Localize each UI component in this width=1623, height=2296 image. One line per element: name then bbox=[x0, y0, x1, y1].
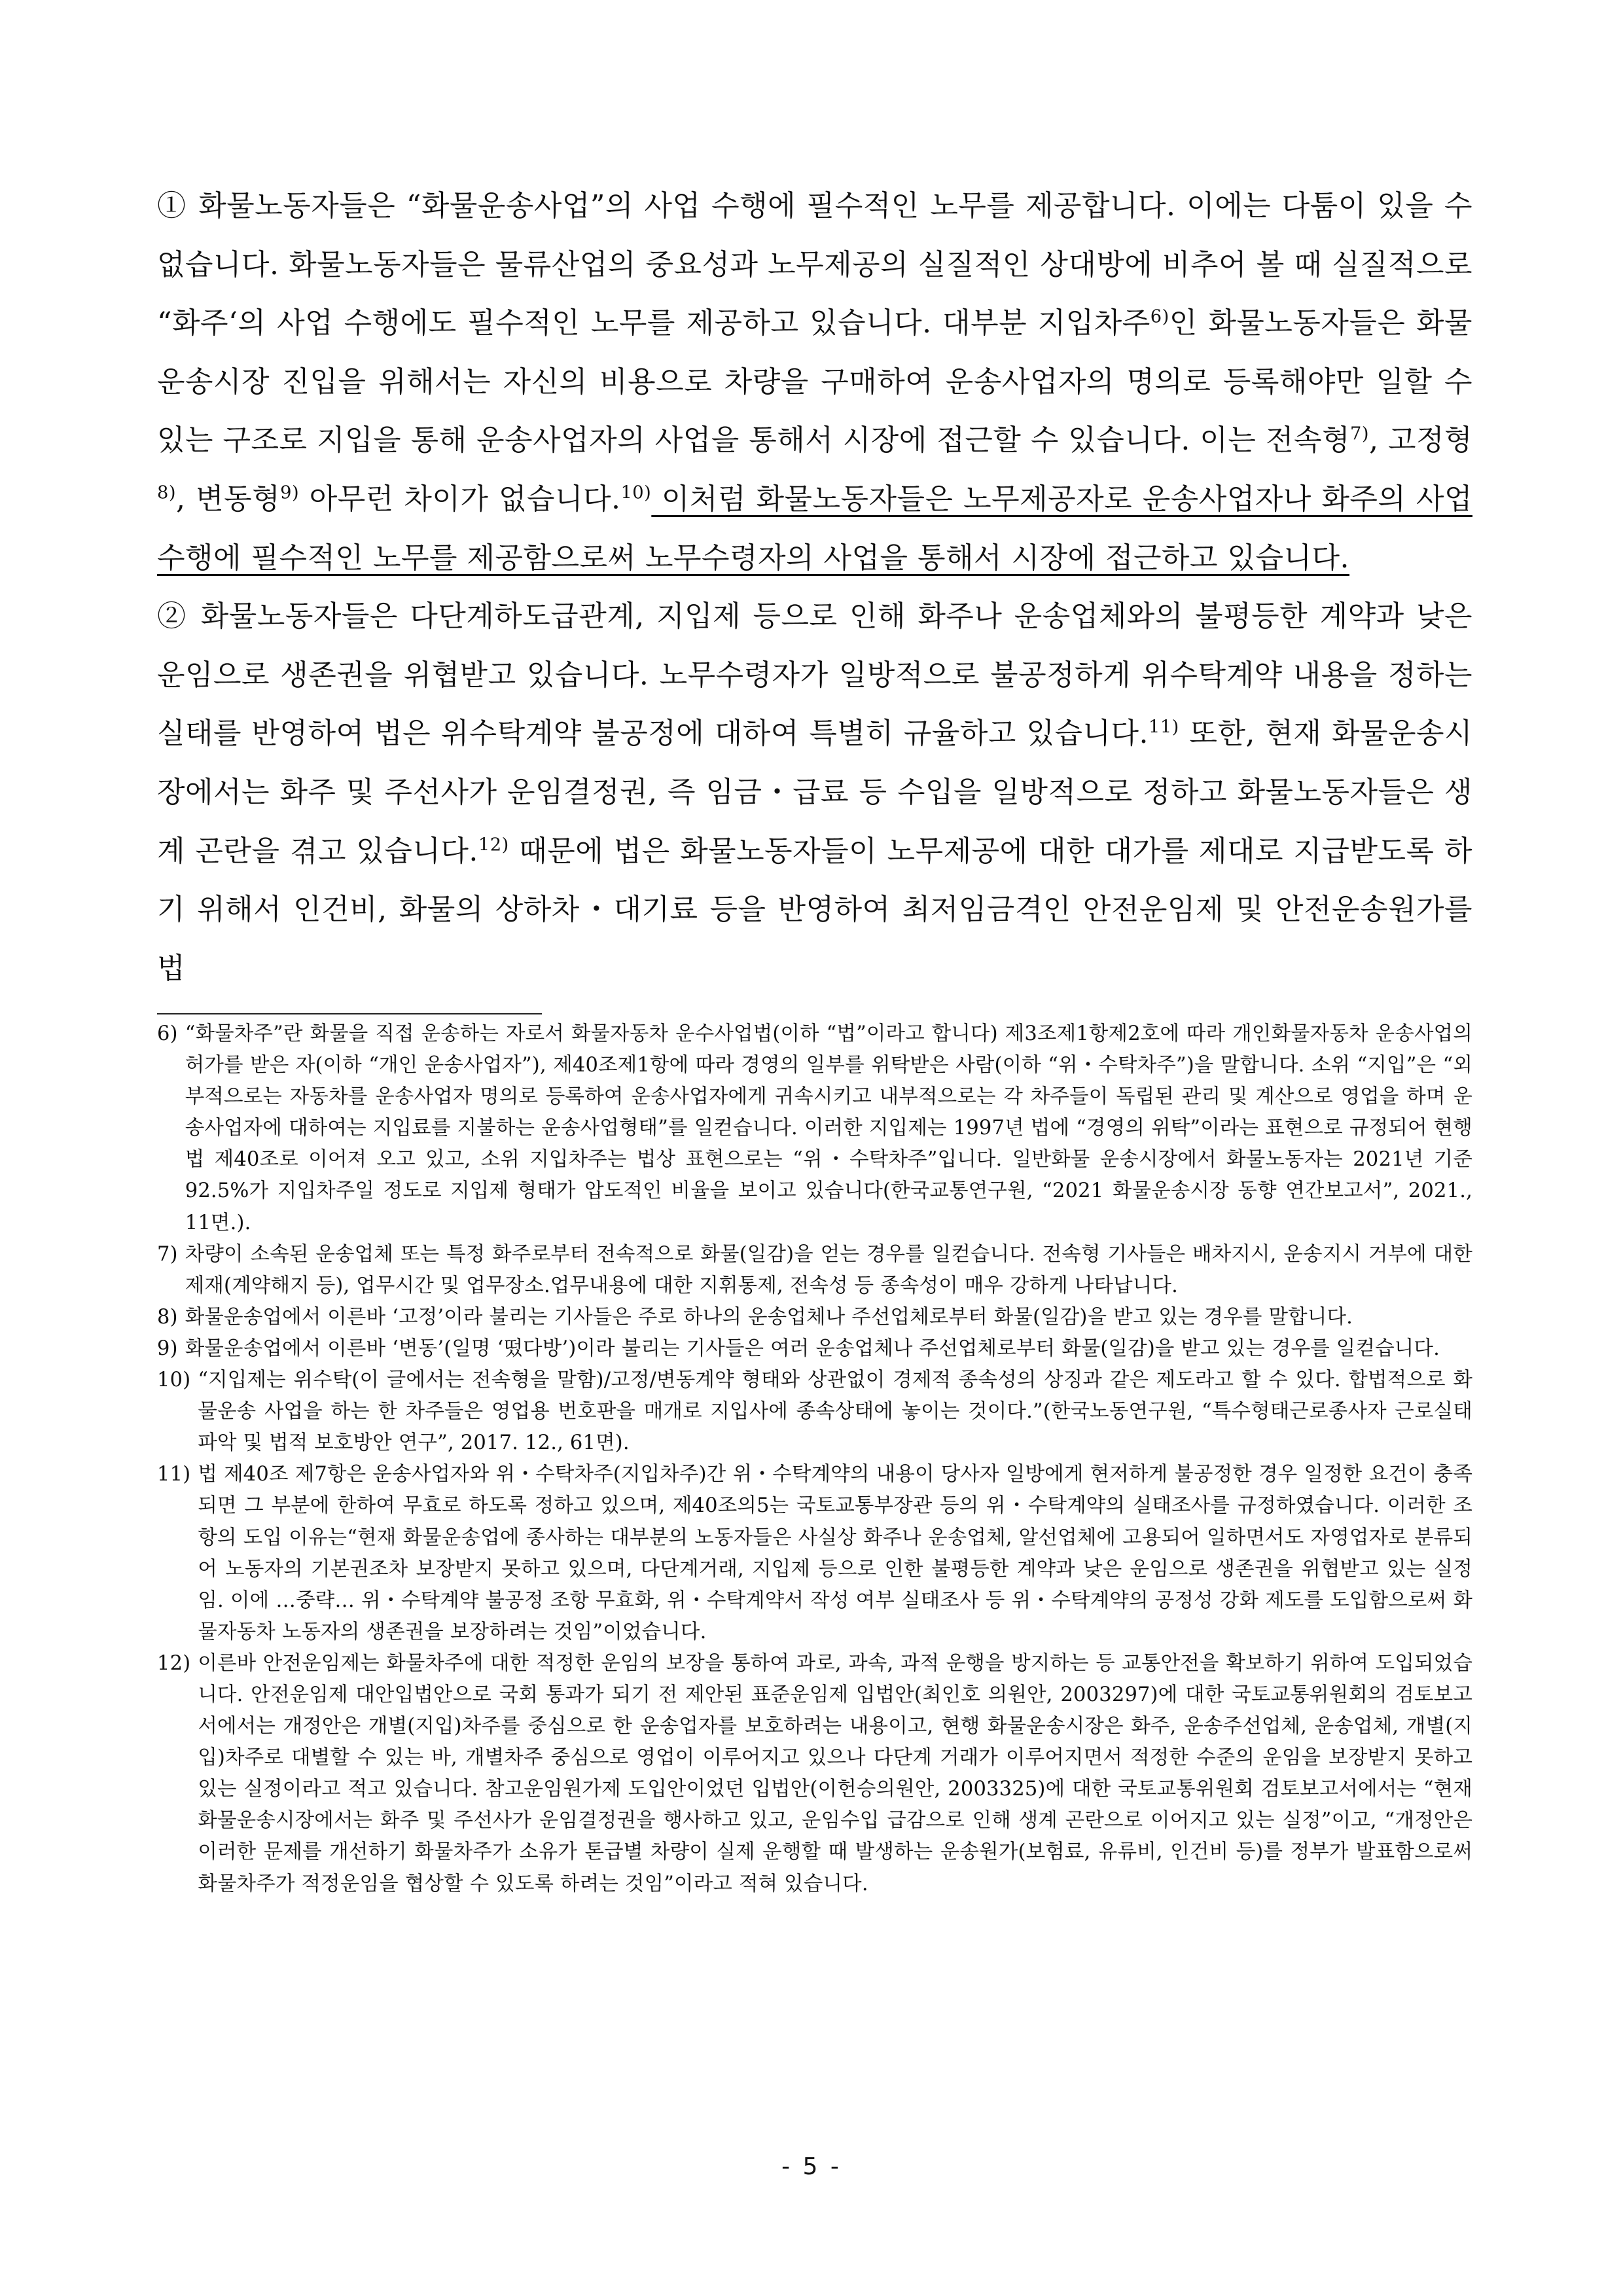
footnote-text: 법 제40조 제7항은 운송사업자와 위・수탁차주(지입차주)간 위・수탁계약의 내용이 당사자 일방에게 현저하게 불공정한 경우 일정한 요건이 충족되면 그 부분에 한하여 무효로 하도록 정하고 있으며, 제40조의5는 국토교통부장관 등의 위・수탁계약의 실태조사를 규정하였습니다. 이러한 조항의 도입 이유는“현재 화물운송업에 종사하는 대부분의 노동자들은 사실상 화주나 운송업체, 알선업체에 고용되어 일하면서도 자영업자로 분류되어 노동자의 기본권조차 보장받지 못하고 있으며, 다단계거래, 지입제 등으로 인한 불평등한 계약과 낮은 운임으로 생존권을 위협받고 있는 실정임. 이에 …중략… 위・수탁계약 불공정 조항 무효화, 위・수탁계약서 작성 여부 실태조사 등 위・수탁계약의 공정성 강화 제도를 도입함으로써 화물자동차 노동자의 생존권을 보장하려는 것임”이었습니다. bbox=[198, 1463, 1472, 1643]
footnote-divider bbox=[157, 1013, 542, 1014]
paragraph-1 bbox=[157, 177, 1472, 587]
footnote-10 bbox=[157, 1365, 1472, 1459]
footnote-ref-9[interactable]: 9) bbox=[280, 482, 300, 503]
footnote-8 bbox=[157, 1302, 1472, 1333]
page-number: - 5 - bbox=[781, 2153, 842, 2180]
footnote-7 bbox=[157, 1239, 1472, 1302]
p1-text-2: 인 화물노동자들은 화물운송시장 진입을 위해서는 자신의 비용으로 차량을 구매하여 운송사업자의 명의로 등록해야만 일할 수 있는 구조로 지입을 통해 운송사업자의 사업을 통해서 시장에 접근할 수 있습니다. 이는 전속형 bbox=[157, 306, 1472, 457]
footnote-text: 차량이 소속된 운송업체 또는 특정 화주로부터 전속적으로 화물(일감)을 얻는 경우를 일컫습니다. 전속형 기사들은 배차지시, 운송지시 거부에 대한 제재(계약해지 등), 업무시간 및 업무장소.업무내용에 대한 지휘통제, 전속성 등 종속성이 매우 강하게 나타납니다. bbox=[185, 1242, 1472, 1297]
footnote-9 bbox=[157, 1333, 1472, 1365]
p2-text-3: 때문에 법은 화물노동자들이 노무제공에 대한 대가를 제대로 지급받도록 하기 위해서 인건비, 화물의 상하차・대기료 등을 반영하여 최저임금격인 안전운임제 및 안전운송원가를 법 bbox=[157, 834, 1473, 985]
footnote-ref-7[interactable]: 7) bbox=[1349, 423, 1369, 444]
footnote-text: “화물차주”란 화물을 직접 운송하는 자로서 화물자동차 운수사업법(이하 “법”이라고 합니다) 제3조제1항제2호에 따라 개인화물자동차 운송사업의 허가를 받은 자(이하 “개인 운송사업자”), 제40조제1항에 따라 경영의 일부를 위탁받은 사람(이하 “위・수탁차주”)을 말합니다. 소위 “지입”은 “외부적으로는 자동차를 운송사업자 명의로 등록하여 운송사업자에게 귀속시키고 내부적으로는 각 차주들이 독립된 관리 및 계산으로 영업을 하며 운송사업자에 대하여는 지입료를 지불하는 운송사업형태”를 일컫습니다. 이러한 지입제는 1997년 법에 “경영의 위탁”이라는 표현으로 규정되어 현행법 제40조로 이어져 오고 있고, 소위 지입차주는 법상 표현으로는 “위・수탁차주”입니다. 일반화물 운송시장에서 화물노동자는 2021년 기준 92.5%가 지입차주일 정도로 지입제 형태가 압도적인 비율을 보이고 있습니다(한국교통연구원, “2021 화물운송시장 동향 연간보고서”, 2021., 11면.). bbox=[185, 1022, 1472, 1234]
footnote-12 bbox=[157, 1648, 1472, 1900]
footnote-label: 12) bbox=[157, 1651, 191, 1675]
footnotes bbox=[157, 1018, 1472, 1900]
p1-underlined-text: 이처럼 화물노동자들은 노무제공자로 운송사업자나 화주의 사업 수행에 필수적인 노무를 제공함으로써 노무수령자의 사업을 통해서 시장에 접근하고 있습니다. bbox=[157, 482, 1473, 575]
footnote-label: 10) bbox=[157, 1369, 191, 1392]
footnote-label: 11) bbox=[157, 1463, 191, 1486]
footnote-ref-12[interactable]: 12) bbox=[478, 834, 509, 855]
paragraph-2 bbox=[157, 587, 1472, 997]
footnote-label: 7) bbox=[157, 1242, 178, 1266]
footnote-text: 이른바 안전운임제는 화물차주에 대한 적정한 운임의 보장을 통하여 과로, 과속, 과적 운행을 방지하는 등 교통안전을 확보하기 위하여 도입되었습니다. 안전운임제 대안입법안으로 국회 통과가 되기 전 제안된 표준운임제 입법안(최인호 의원안, 2003297)에 대한 국토교통위원회의 검토보고서에서는 개정안은 개별(지입)차주를 중심으로 한 운송업자를 보호하려는 내용이고, 현행 화물운송시장은 화주, 운송주선업체, 운송업체, 개별(지입)차주로 대별할 수 있는 바, 개별차주 중심으로 영업이 이루어지고 있으나 다단계 거래가 이루어지면서 적정한 수준의 운임을 보장받지 못하고 있는 실정이라고 적고 있습니다. 참고운임원가제 도입안이었던 입법안(이헌승의원안, 2003325)에 대한 국토교통위원회 검토보고서에서는 “현재 화물운송시장에서는 화주 및 주선사가 운임결정권을 행사하고 있고, 운임수입 급감으로 인해 생계 곤란으로 이어지고 있는 실정”이고, “개정안은 이러한 문제를 개선하기 화물차주가 소유가 톤급별 차량이 실제 운행할 때 발생하는 운송원가(보험료, 유류비, 인건비 등)를 정부가 발표함으로써 화물차주가 적정운임을 협상할 수 있도록 하려는 것임”이라고 적혀 있습니다. bbox=[198, 1651, 1472, 1895]
p1-text-1: ① 화물노동자들은 “화물운송사업”의 사업 수행에 필수적인 노무를 제공합니다. 이에는 다툼이 있을 수 없습니다. 화물노동자들은 물류산업의 중요성과 노무제공의 실질적인 상대방에 비추어 볼 때 실질적으로 “화주‘의 사업 수행에도 필수적인 노무를 제공하고 있습니다. 대부분 지입차주 bbox=[157, 189, 1472, 340]
footnote-ref-11[interactable]: 11) bbox=[1148, 717, 1179, 738]
body-text bbox=[157, 177, 1472, 997]
footnote-text: 화물운송업에서 이른바 ‘고정’이라 불리는 기사들은 주로 하나의 운송업체나 주선업체로부터 화물(일감)을 받고 있는 경우를 말합니다. bbox=[185, 1305, 1353, 1329]
p2-text-2: 또한, 현재 화물운송시장에서는 화주 및 주선사가 운임결정권, 즉 임금・급료 등 수입을 일방적으로 정하고 화물노동자들은 생계 곤란을 겪고 있습니다. bbox=[157, 717, 1472, 868]
footnote-text: 화물운송업에서 이른바 ‘변동’(일명 ‘떴다방’)이라 불리는 기사들은 여러 운송업체나 주선업체로부터 화물(일감)을 받고 있는 경우를 일컫습니다. bbox=[185, 1336, 1440, 1360]
p1-text-4: , 변동형 bbox=[176, 482, 281, 516]
footnote-ref-6[interactable]: 6) bbox=[1150, 306, 1169, 327]
footnote-ref-8[interactable]: 8) bbox=[157, 482, 176, 503]
p1-text-3: , 고정형 bbox=[1368, 423, 1472, 457]
footnote-label: 8) bbox=[157, 1305, 178, 1329]
footnote-6 bbox=[157, 1018, 1472, 1239]
footnote-text: “지입제는 위수탁(이 글에서는 전속형을 말함)/고정/변동계약 형태와 상관없이 경제적 종속성의 상징과 같은 제도라고 할 수 있다. 합법적으로 화물운송 사업을 하는 한 차주들은 영업용 번호판을 매개로 지입사에 종속상태에 놓이는 것이다.”(한국노동연구원, “특수형태근로종사자 근로실태 파악 및 법적 보호방안 연구”, 2017. 12., 61면). bbox=[198, 1369, 1472, 1455]
footnote-ref-10[interactable]: 10) bbox=[620, 482, 652, 503]
footnote-11 bbox=[157, 1459, 1472, 1648]
footnote-label: 6) bbox=[157, 1022, 178, 1045]
p1-text-5: 아무런 차이가 없습니다. bbox=[299, 482, 621, 516]
footnote-label: 9) bbox=[157, 1336, 178, 1360]
p2-text-1: ② 화물노동자들은 다단계하도급관계, 지입제 등으로 인해 화주나 운송업체와의 불평등한 계약과 낮은 운임으로 생존권을 위협받고 있습니다. 노무수령자가 일방적으로 불공정하게 위수탁계약 내용을 정하는 실태를 반영하여 법은 위수탁계약 불공정에 대하여 특별히 규율하고 있습니다. bbox=[157, 600, 1472, 751]
